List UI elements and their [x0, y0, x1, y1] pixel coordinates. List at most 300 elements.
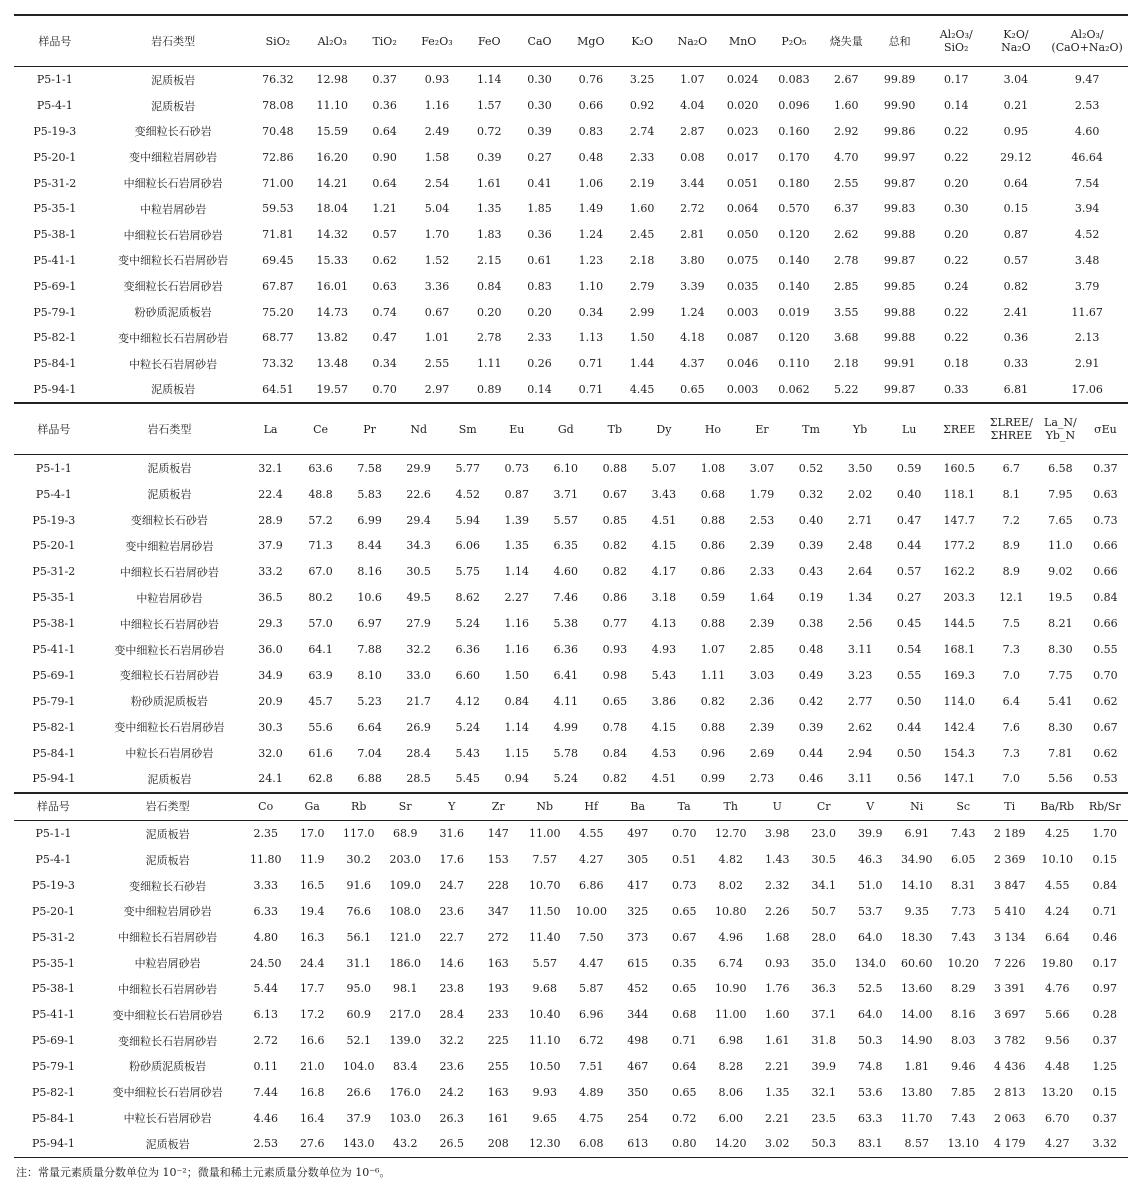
- value-cell: 497: [627, 827, 649, 841]
- sample-id-cell: P5-84-1: [32, 746, 76, 760]
- value-cell: 154.3: [943, 746, 975, 760]
- value-cell: 7.65: [1048, 513, 1073, 527]
- value-cell: 0.67: [671, 930, 697, 944]
- value-cell: 8.57: [904, 1137, 929, 1151]
- ree-header-cell: Ho: [688, 403, 737, 455]
- value-cell: 0.15: [1092, 853, 1117, 867]
- value-cell: 0.73: [671, 879, 697, 893]
- value-cell: 613: [627, 1137, 649, 1151]
- ree-header-cell: Tb: [590, 403, 639, 455]
- rock-type-cell: 变中细粒长石岩屑砂岩: [114, 643, 225, 657]
- value-cell: 0.11: [253, 1059, 278, 1073]
- value-cell: 26.9: [406, 720, 431, 734]
- major-header-cell: K₂O/ Na₂O: [986, 15, 1047, 67]
- value-cell: 10.90: [714, 982, 747, 996]
- value-cell: 14.21: [316, 176, 349, 190]
- value-cell: 2.78: [477, 331, 502, 345]
- value-cell: 3.98: [764, 827, 790, 841]
- value-cell: 5.44: [253, 982, 278, 996]
- value-cell: 0.34: [578, 305, 604, 319]
- value-cell: 143.0: [342, 1137, 375, 1151]
- value-cell: 0.26: [527, 357, 552, 371]
- value-cell: 0.024: [726, 73, 759, 87]
- value-cell: 0.046: [726, 357, 759, 371]
- value-cell: 11.40: [528, 930, 561, 944]
- value-cell: 1.14: [504, 565, 529, 579]
- value-cell: 7.43: [950, 827, 976, 841]
- value-cell: 109.0: [389, 879, 421, 893]
- value-cell: 6.33: [253, 904, 278, 918]
- value-cell: 39.9: [811, 1059, 836, 1073]
- trace-header-cell: Sr: [382, 793, 429, 821]
- value-cell: 18.30: [900, 930, 933, 944]
- rock-type-cell: 变中细粒长石岩屑砂岩: [112, 1008, 223, 1022]
- value-cell: 6.08: [578, 1137, 604, 1151]
- value-cell: 59.53: [262, 202, 294, 216]
- table-row: [14, 1054, 1128, 1080]
- table-row: [14, 976, 1128, 1002]
- value-cell: 6.41: [553, 668, 579, 682]
- value-cell: 0.570: [778, 202, 810, 216]
- value-cell: 2.79: [629, 279, 655, 293]
- value-cell: 8.28: [718, 1059, 743, 1073]
- value-cell: 22.4: [258, 487, 283, 501]
- value-cell: 8.10: [357, 668, 382, 682]
- value-cell: 4.51: [651, 513, 677, 527]
- value-cell: 72.86: [262, 150, 294, 164]
- value-cell: 0.84: [1092, 879, 1117, 893]
- value-cell: 163: [487, 956, 509, 970]
- ree-header-cell: 岩石类型: [94, 403, 245, 455]
- value-cell: 0.71: [1092, 904, 1117, 918]
- value-cell: 0.023: [726, 124, 759, 138]
- table-row: [14, 248, 1128, 274]
- value-cell: 14.90: [900, 1034, 933, 1048]
- value-cell: 6.81: [1003, 382, 1029, 396]
- value-cell: 7.43: [950, 1111, 976, 1125]
- value-cell: 0.82: [602, 539, 628, 553]
- table-row: [14, 1079, 1128, 1105]
- value-cell: 0.94: [504, 772, 529, 786]
- value-cell: 2.81: [680, 228, 705, 242]
- value-cell: 177.2: [943, 539, 975, 553]
- value-cell: 1.44: [629, 357, 655, 371]
- value-cell: 2.48: [847, 539, 873, 553]
- value-cell: 0.66: [1093, 565, 1118, 579]
- value-cell: 2.85: [834, 279, 859, 293]
- value-cell: 5.83: [357, 487, 382, 501]
- value-cell: 5.75: [455, 565, 480, 579]
- value-cell: 0.15: [1003, 202, 1029, 216]
- value-cell: 6.06: [455, 539, 480, 553]
- value-cell: 0.39: [477, 150, 502, 164]
- value-cell: 11.80: [249, 853, 282, 867]
- table-row: [14, 144, 1128, 170]
- sample-id-cell: P5-19-3: [32, 879, 75, 893]
- value-cell: 0.93: [424, 73, 450, 87]
- major-header-cell: Na₂O: [667, 15, 717, 67]
- table-row: [14, 740, 1128, 766]
- value-cell: 0.50: [896, 694, 922, 708]
- value-cell: 11.67: [1071, 305, 1103, 319]
- sample-id-cell: P5-84-1: [33, 357, 77, 371]
- value-cell: 0.39: [527, 124, 552, 138]
- value-cell: 24.4: [299, 956, 325, 970]
- value-cell: 108.0: [389, 904, 421, 918]
- value-cell: 17.06: [1071, 382, 1103, 396]
- table-row: [14, 585, 1128, 611]
- value-cell: 1.60: [764, 1008, 790, 1022]
- value-cell: 0.38: [798, 617, 824, 631]
- rock-type-cell: 变细粒长石砂岩: [134, 125, 212, 139]
- sample-id-cell: P5-38-1: [33, 228, 77, 242]
- value-cell: 2.33: [527, 331, 552, 345]
- ree-header-cell: Dy: [639, 403, 688, 455]
- value-cell: 99.85: [883, 279, 916, 293]
- value-cell: 24.2: [439, 1085, 464, 1099]
- value-cell: 0.180: [778, 176, 810, 190]
- value-cell: 7.43: [950, 930, 976, 944]
- value-cell: 0.57: [372, 228, 397, 242]
- rock-type-cell: 中粒长石岩屑砂岩: [125, 747, 214, 761]
- value-cell: 76.6: [346, 904, 371, 918]
- value-cell: 2.78: [834, 253, 859, 267]
- value-cell: 1.24: [680, 305, 705, 319]
- value-cell: 3.44: [680, 176, 705, 190]
- value-cell: 10.00: [575, 904, 607, 918]
- value-cell: 1.13: [578, 331, 604, 345]
- value-cell: 0.71: [578, 357, 604, 371]
- value-cell: 7.2: [1002, 513, 1021, 527]
- value-cell: 134.0: [854, 956, 886, 970]
- value-cell: 35.0: [811, 956, 836, 970]
- value-cell: 63.3: [857, 1111, 883, 1125]
- major-header-cell: P₂O₅: [768, 15, 820, 67]
- value-cell: 11.00: [714, 1008, 747, 1022]
- value-cell: 0.77: [602, 617, 628, 631]
- value-cell: 147: [487, 827, 509, 841]
- value-cell: 0.47: [896, 513, 922, 527]
- value-cell: 31.1: [346, 956, 371, 970]
- value-cell: 2.15: [477, 253, 502, 267]
- value-cell: 12.30: [528, 1137, 561, 1151]
- value-cell: 0.86: [700, 565, 726, 579]
- value-cell: 208: [487, 1137, 509, 1151]
- value-cell: 0.88: [700, 617, 726, 631]
- value-cell: 46.3: [857, 853, 883, 867]
- value-cell: 0.59: [700, 591, 726, 605]
- value-cell: 0.96: [700, 746, 726, 760]
- value-cell: 5.57: [553, 513, 579, 527]
- value-cell: 34.1: [811, 879, 836, 893]
- value-cell: 99.88: [883, 331, 916, 345]
- value-cell: 36.0: [258, 643, 283, 657]
- value-cell: 2.53: [1074, 99, 1100, 113]
- value-cell: 0.075: [726, 253, 759, 267]
- sample-id-cell: P5-79-1: [32, 1059, 75, 1073]
- value-cell: 30.3: [258, 720, 283, 734]
- value-cell: 71.00: [262, 176, 294, 190]
- table-row: [14, 766, 1128, 792]
- value-cell: 18.04: [316, 202, 349, 216]
- value-cell: 0.83: [527, 279, 552, 293]
- value-cell: 417: [627, 879, 649, 893]
- rock-type-cell: 中细粒长石岩屑砂岩: [123, 228, 223, 242]
- value-cell: 373: [627, 930, 649, 944]
- value-cell: 7.5: [1002, 617, 1021, 631]
- value-cell: 8.62: [455, 591, 480, 605]
- value-cell: 272: [487, 930, 509, 944]
- trace-elements-body: [14, 820, 1128, 1156]
- value-cell: 45.7: [308, 694, 333, 708]
- value-cell: 1.52: [424, 253, 450, 267]
- value-cell: 17.2: [299, 1008, 325, 1022]
- value-cell: 8.16: [950, 1008, 976, 1022]
- value-cell: 1.07: [700, 643, 726, 657]
- value-cell: 305: [627, 853, 649, 867]
- value-cell: 6.36: [455, 643, 480, 657]
- value-cell: 0.096: [778, 99, 810, 113]
- value-cell: 24.50: [249, 956, 282, 970]
- sample-id-cell: P5-31-2: [33, 176, 77, 190]
- major-header-cell: TiO₂: [359, 15, 409, 67]
- sample-id-cell: P5-19-3: [32, 513, 76, 527]
- value-cell: 2.72: [253, 1034, 278, 1048]
- value-cell: 0.160: [778, 124, 810, 138]
- value-cell: 0.62: [1093, 694, 1118, 708]
- value-cell: 4.48: [1044, 1059, 1070, 1073]
- ree-header-cell: Eu: [492, 403, 541, 455]
- value-cell: 98.1: [392, 982, 418, 996]
- value-cell: 5.87: [578, 982, 604, 996]
- value-cell: 0.80: [671, 1137, 697, 1151]
- value-cell: 4.55: [1044, 879, 1070, 893]
- value-cell: 217.0: [389, 1008, 421, 1022]
- value-cell: 498: [627, 1034, 649, 1048]
- value-cell: 0.65: [602, 694, 628, 708]
- value-cell: 4.60: [1074, 124, 1100, 138]
- value-cell: 2.67: [834, 73, 859, 87]
- value-cell: 31.8: [811, 1034, 836, 1048]
- value-cell: 61.6: [308, 746, 333, 760]
- value-cell: 3.03: [749, 668, 775, 682]
- value-cell: 27.6: [299, 1137, 325, 1151]
- value-cell: 3.07: [749, 461, 775, 475]
- value-cell: 0.62: [1093, 746, 1118, 760]
- value-cell: 4 179: [993, 1137, 1026, 1151]
- rock-type-cell: 泥质板岩: [145, 1137, 190, 1151]
- value-cell: 2.45: [629, 228, 655, 242]
- value-cell: 6.13: [253, 1008, 278, 1022]
- value-cell: 0.70: [671, 827, 697, 841]
- value-cell: 0.67: [1093, 720, 1118, 734]
- value-cell: 0.30: [943, 202, 969, 216]
- value-cell: 1.64: [749, 591, 775, 605]
- value-cell: 0.51: [671, 853, 697, 867]
- value-cell: 23.0: [811, 827, 836, 841]
- value-cell: 13.48: [316, 357, 349, 371]
- value-cell: 0.051: [726, 176, 759, 190]
- value-cell: 104.0: [342, 1059, 375, 1073]
- value-cell: 0.59: [896, 461, 922, 475]
- value-cell: 0.63: [1093, 487, 1118, 501]
- rock-type-cell: 变细粒长石砂岩: [130, 514, 208, 528]
- value-cell: 7.95: [1048, 487, 1073, 501]
- value-cell: 0.120: [778, 331, 810, 345]
- value-cell: 0.95: [1003, 124, 1029, 138]
- value-cell: 28.5: [406, 772, 431, 786]
- value-cell: 0.83: [578, 124, 604, 138]
- value-cell: 452: [627, 982, 649, 996]
- value-cell: 0.57: [896, 565, 922, 579]
- value-cell: 147.7: [943, 513, 975, 527]
- major-header-cell: Al₂O₃/ SiO₂: [927, 15, 986, 67]
- value-cell: 4.53: [651, 746, 677, 760]
- value-cell: 0.14: [943, 99, 969, 113]
- value-cell: 8.21: [1048, 617, 1073, 631]
- value-cell: 7.58: [357, 461, 382, 475]
- value-cell: 186.0: [389, 956, 421, 970]
- value-cell: 2.26: [764, 904, 790, 918]
- value-cell: 8.9: [1002, 539, 1021, 553]
- value-cell: 2.62: [847, 720, 873, 734]
- value-cell: 1.58: [424, 150, 450, 164]
- value-cell: 0.22: [943, 331, 969, 345]
- rock-type-cell: 泥质板岩: [147, 488, 192, 502]
- rock-type-cell: 泥质板岩: [145, 853, 190, 867]
- value-cell: 6.05: [950, 853, 976, 867]
- value-cell: 5.78: [553, 746, 579, 760]
- value-cell: 0.50: [896, 746, 922, 760]
- value-cell: 4.15: [651, 720, 677, 734]
- rock-type-cell: 泥质板岩: [147, 772, 192, 786]
- sample-id-cell: P5-1-1: [36, 73, 73, 87]
- value-cell: 14.00: [900, 1008, 933, 1022]
- value-cell: 3.71: [553, 487, 579, 501]
- value-cell: 203.3: [943, 591, 975, 605]
- value-cell: 37.9: [258, 539, 283, 553]
- value-cell: 2 189: [993, 827, 1026, 841]
- rock-type-cell: 变中细粒岩屑砂岩: [129, 151, 218, 165]
- value-cell: 53.6: [857, 1085, 883, 1099]
- value-cell: 0.68: [700, 487, 726, 501]
- rock-type-cell: 中细粒长石岩屑砂岩: [119, 565, 219, 579]
- value-cell: 8.1: [1002, 487, 1021, 501]
- value-cell: 99.87: [883, 382, 916, 396]
- value-cell: 5.43: [651, 668, 677, 682]
- trace-header-cell: 岩石类型: [93, 793, 243, 821]
- major-header-cell: 总和: [872, 15, 926, 67]
- value-cell: 2.41: [1003, 305, 1029, 319]
- value-cell: 12.98: [316, 73, 349, 87]
- value-cell: 0.49: [798, 668, 824, 682]
- rock-type-cell: 变中细粒岩屑砂岩: [123, 905, 212, 919]
- trace-header-cell: Rb: [335, 793, 382, 821]
- rock-type-cell: 中细粒长石岩屑砂岩: [118, 931, 218, 945]
- value-cell: 2.55: [424, 357, 450, 371]
- value-cell: 10.40: [528, 1008, 561, 1022]
- value-cell: 8.31: [950, 879, 976, 893]
- sample-id-cell: P5-4-1: [35, 853, 72, 867]
- value-cell: 2.18: [834, 357, 859, 371]
- value-cell: 68.77: [262, 331, 294, 345]
- value-cell: 0.84: [1093, 591, 1118, 605]
- value-cell: 4.82: [718, 853, 743, 867]
- rock-type-cell: 中粒岩屑砂岩: [134, 957, 201, 971]
- value-cell: 344: [627, 1008, 649, 1022]
- value-cell: 0.32: [798, 487, 824, 501]
- value-cell: 99.90: [883, 99, 916, 113]
- value-cell: 2.71: [847, 513, 873, 527]
- value-cell: 1.39: [504, 513, 529, 527]
- value-cell: 71.3: [308, 539, 333, 553]
- value-cell: 0.73: [504, 461, 529, 475]
- value-cell: 17.0: [299, 827, 325, 841]
- table-row: [14, 898, 1128, 924]
- value-cell: 76.32: [262, 73, 294, 87]
- major-elements-body: [14, 67, 1128, 403]
- value-cell: 0.82: [1003, 279, 1029, 293]
- value-cell: 53.7: [857, 904, 883, 918]
- value-cell: 0.15: [1092, 1085, 1117, 1099]
- value-cell: 0.36: [527, 228, 552, 242]
- trace-header-cell: Hf: [568, 793, 615, 821]
- value-cell: 10.10: [1041, 853, 1073, 867]
- trace-header-cell: Ba: [614, 793, 661, 821]
- value-cell: 8.03: [950, 1034, 976, 1048]
- value-cell: 5.23: [357, 694, 382, 708]
- sample-id-cell: P5-82-1: [32, 720, 76, 734]
- value-cell: 26.3: [439, 1111, 464, 1125]
- value-cell: 7.57: [532, 853, 557, 867]
- rock-type-cell: 变细粒长石岩屑砂岩: [123, 280, 223, 294]
- table-row: [14, 924, 1128, 950]
- value-cell: 68.9: [392, 827, 418, 841]
- value-cell: 228: [487, 879, 509, 893]
- value-cell: 11.50: [528, 904, 561, 918]
- value-cell: 6.37: [834, 202, 859, 216]
- value-cell: 0.66: [1093, 617, 1118, 631]
- value-cell: 0.22: [943, 124, 969, 138]
- value-cell: 347: [487, 904, 509, 918]
- value-cell: 21.7: [406, 694, 431, 708]
- value-cell: 1.16: [424, 99, 450, 113]
- table-row: [14, 507, 1128, 533]
- sample-id-cell: P5-79-1: [32, 694, 76, 708]
- value-cell: 2.87: [680, 124, 705, 138]
- value-cell: 0.40: [798, 513, 824, 527]
- value-cell: 3.86: [651, 694, 677, 708]
- value-cell: 0.37: [1092, 1034, 1117, 1048]
- value-cell: 467: [627, 1059, 649, 1073]
- value-cell: 91.6: [346, 879, 371, 893]
- value-cell: 3.33: [253, 879, 278, 893]
- value-cell: 75.20: [262, 305, 294, 319]
- value-cell: 0.20: [477, 305, 502, 319]
- value-cell: 0.47: [372, 331, 397, 345]
- value-cell: 0.46: [798, 772, 824, 786]
- value-cell: 5.07: [651, 461, 677, 475]
- value-cell: 63.9: [308, 668, 333, 682]
- value-cell: 0.82: [700, 694, 726, 708]
- value-cell: 28.4: [406, 746, 431, 760]
- major-header-cell: Al₂O₃/ (CaO+Na₂O): [1046, 15, 1128, 67]
- value-cell: 0.45: [896, 617, 922, 631]
- value-cell: 8.29: [950, 982, 976, 996]
- rock-type-cell: 中粒岩屑砂岩: [136, 591, 203, 605]
- rock-type-cell: 粉砂质泥质板岩: [129, 1060, 207, 1074]
- value-cell: 233: [487, 1008, 509, 1022]
